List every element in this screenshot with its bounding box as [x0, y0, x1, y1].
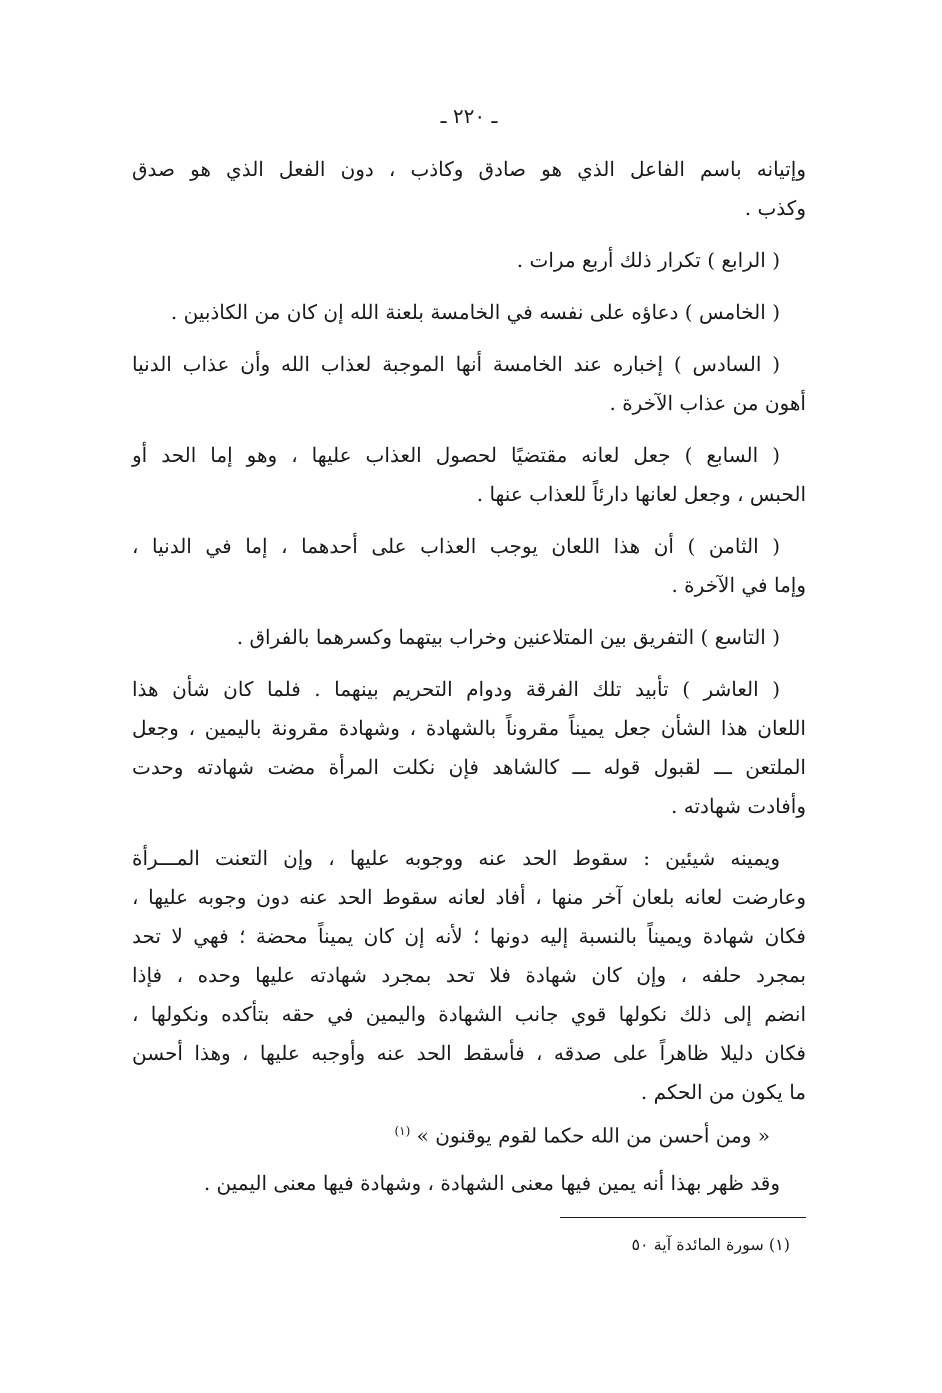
- quote-text: « ومن أحسن من الله حكما لقوم يوقنون »: [416, 1123, 770, 1148]
- text-line: وإما في الآخرة .: [671, 573, 806, 597]
- text-line: وعارضت لعانه بلعان آخر منها ، أفاد لعانه سقوط الحد عنه دون وجوبه عليها ،: [132, 885, 806, 909]
- text-line: ( الرابع ) تكرار ذلك أربع مرات .: [516, 248, 780, 272]
- text-line: أهون من عذاب الآخرة .: [609, 391, 806, 415]
- paragraph-fourth: [132, 241, 806, 280]
- book-page: [132, 96, 806, 1260]
- text-line: ما يكون من الحكم .: [640, 1080, 806, 1104]
- text-line: وقد ظهر بهذا أنه يمين فيها معنى الشهادة ، وشهادة فيها معنى اليمين .: [203, 1171, 780, 1195]
- paragraph-fifth: [132, 293, 806, 332]
- text-line: وأفادت شهادته .: [671, 794, 806, 818]
- paragraph-oath: [132, 839, 806, 1112]
- paragraph-continuation: [132, 150, 806, 228]
- paragraph-seventh: [132, 436, 806, 514]
- text-line: بمجرد حلفه ، وإن كان شهادة فلا تحد بمجرد شهادته عليها وحده ، فإذا: [132, 963, 806, 987]
- text-line: وإتيانه باسم الفاعل الذي هو صادق وكاذب ، دون الفعل الذي هو صدق: [132, 157, 806, 181]
- text-line: ( السابع ) جعل لعانه مقتضيًا لحصول العذاب عليها ، وهو إما الحد أو: [132, 443, 780, 467]
- footnote-divider: [560, 1217, 806, 1218]
- quran-quote: [132, 1112, 806, 1151]
- paragraph-tenth: [132, 670, 806, 826]
- paragraph-conclusion: [132, 1164, 806, 1203]
- text-line: وكذب .: [744, 196, 806, 220]
- paragraph-ninth: [132, 618, 806, 657]
- text-line: اللعان هذا الشأن جعل يميناً مقروناً بالشهادة ، وشهادة مقرونة باليمين ، وجعل: [132, 716, 806, 740]
- text-line: ( السادس ) إخباره عند الخامسة أنها الموجبة لعذاب الله وأن عذاب الدنيا: [132, 352, 780, 376]
- text-line: انضم إلى ذلك نكولها قوي جانب الشهادة واليمين في حقه بتأكده ونكولها ،: [132, 1002, 806, 1026]
- text-line: الملتعن ـــ لقبول قوله ـــ كالشاهد فإن نكلت المرأة مضت شهادته وحدت: [132, 755, 806, 779]
- page-number: ـ ٢٢٠ ـ: [440, 104, 498, 128]
- text-line: ( العاشر ) تأبيد تلك الفرقة ودوام التحريم بينهما . فلما كان شأن هذا: [132, 677, 780, 701]
- text-line: ويمينه شيئين : سقوط الحد عنه ووجوبه عليها ، وإن التعنت المـــرأة: [132, 846, 780, 870]
- text-line: فكان شهادة ويميناً بالنسبة إليه دونها ؛ لأنه إن كان يميناً محضة ؛ فهي لا تحد: [132, 924, 806, 948]
- text-line: ( الثامن ) أن هذا اللعان يوجب العذاب على أحدهما ، إما في الدنيا ،: [132, 534, 780, 558]
- footnote-ref: (١): [394, 1124, 411, 1138]
- text-line: فكان دليلا ظاهراً على صدقه ، فأسقط الحد عنه وأوجبه عليها ، وهذا أحسن: [132, 1041, 806, 1065]
- paragraph-sixth: [132, 345, 806, 423]
- paragraph-eighth: [132, 527, 806, 605]
- footnote: (١) سورة المائدة آية ٥٠: [631, 1235, 790, 1254]
- text-line: الحبس ، وجعل لعانها دارئاً للعذاب عنها .: [476, 482, 806, 506]
- text-line: ( الخامس ) دعاؤه على نفسه في الخامسة بلعنة الله إن كان من الكاذبين .: [170, 300, 780, 324]
- text-line: ( التاسع ) التفريق بين المتلاعنين وخراب بيتهما وكسرهما بالفراق .: [236, 625, 780, 649]
